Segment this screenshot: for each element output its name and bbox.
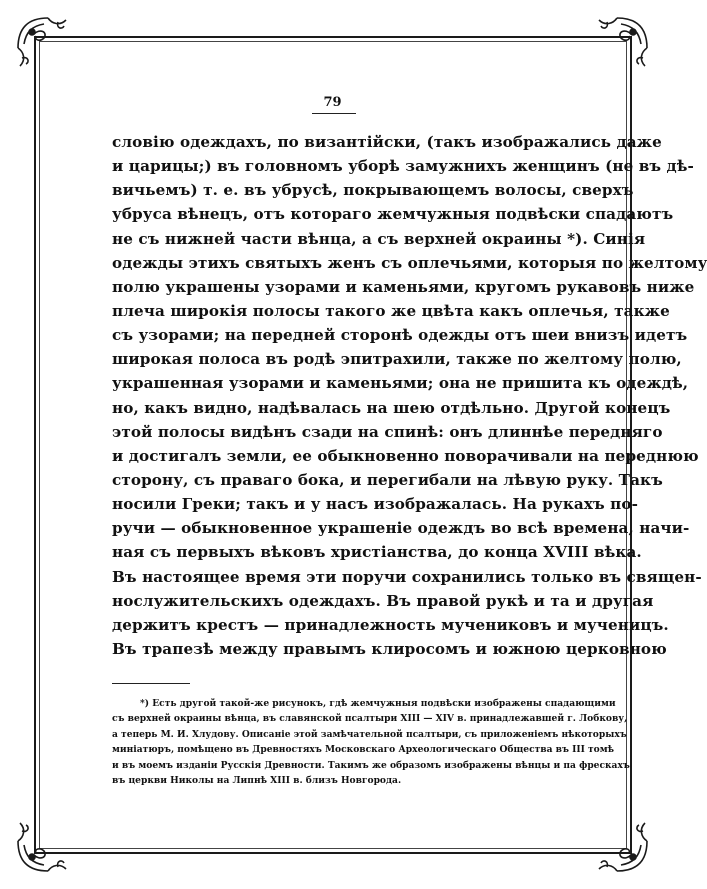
corner-ornament-top-right [583,14,651,82]
body-line: широкая полоса въ родѣ эпитрахили, также по желтому полю, [112,350,682,369]
body-line: и царицы;) въ головномъ уборѣ замужнихъ женщинъ (не въ дѣ- [112,157,694,176]
body-line: словію одеждахъ, по византійски, (такъ изображались даже [112,133,662,151]
body-line: вичьемъ) т. е. въ убрусѣ, покрывающемъ волосы, сверхъ [112,181,634,200]
footnote-line: и въ моемъ изданіи Русскія Древности. Такимъ же образомъ изображены вѣнцы и па фрескахъ [112,759,630,771]
body-line: полю украшены узорами и каменьями, кругомъ рукавовъ ниже [112,277,695,296]
body-line: не съ нижней части вѣнца, а съ верхней окраины *). Синія [112,229,646,248]
body-line: нослужительскихъ одеждахъ. Въ правой рукѣ и та и другая [112,591,654,610]
body-line: плеча широкія полосы такого же цвѣта какъ оплечья, также [112,301,670,320]
footnote-rule [112,683,190,684]
body-line: съ узорами; на передней сторонѣ одежды отъ шеи внизъ идетъ [112,326,688,345]
body-line: Въ настоящее время эти поручи сохранились только въ священ- [112,567,702,586]
body-text [112,130,707,661]
page-number: 79 [323,95,342,110]
body-line: и достигалъ земли, ее обыкновенно поворачивали на переднюю [112,446,699,465]
body-line: носили Греки; такъ и у насъ изображалась. На рукахъ по- [112,495,638,514]
footnote [112,696,630,788]
corner-ornament-bottom-right [583,807,651,875]
page-number-rule [312,113,356,114]
body-line: но, какъ видно, надѣвалась на шею отдѣльно. Другой конецъ [112,398,671,417]
corner-ornament-top-left [14,14,82,82]
body-line: этой полосы видѣнъ сзади на спинѣ: онъ длиннѣе передняго [112,422,663,441]
footnote-line: съ верхней окраины вѣнца, въ славянской псалтыри XIII — XIV в. принадлежавшей г. Лобкову, [112,713,628,725]
footnote-line: а теперь М. И. Хлудову. Описаніе этой замѣчательной псалтыри, съ приложеніемъ нѣкоторыхъ [112,728,627,740]
corner-ornament-bottom-left [14,807,82,875]
body-line: сторону, съ праваго бока, и перегибали на лѣвую руку. Такъ [112,470,663,489]
body-line: ная съ первыхъ вѣковъ христіанства, до конца XVIII вѣка. [112,543,642,562]
footnote-line: миніатюръ, помѣщено въ Древностяхъ Московскаго Археологическаго Общества въ III томѣ [112,744,615,756]
body-line: Въ трапезѣ между правымъ клиросомъ и южною церковною [112,639,667,658]
body-line: одежды этихъ святыхъ женъ съ оплечьями, которыя по желтому [112,253,707,272]
body-line: ручи — обыкновенное украшеніе одеждъ во всѣ времена, начи- [112,519,690,538]
footnote-line: *) Есть другой такой-же рисунокъ, гдѣ жемчужныя подвѣски изображены спадающими [140,698,616,709]
footnote-line: въ церкви Николы на Липнѣ XIII в. близъ Новгорода. [112,774,402,786]
body-line: держитъ крестъ — принадлежность мучениковъ и мученицъ. [112,615,669,634]
body-line: украшенная узорами и каменьями; она не пришита къ одеждѣ, [112,374,689,393]
body-line: убруса вѣнецъ, отъ котораго жемчужныя подвѣски спадаютъ [112,205,674,224]
